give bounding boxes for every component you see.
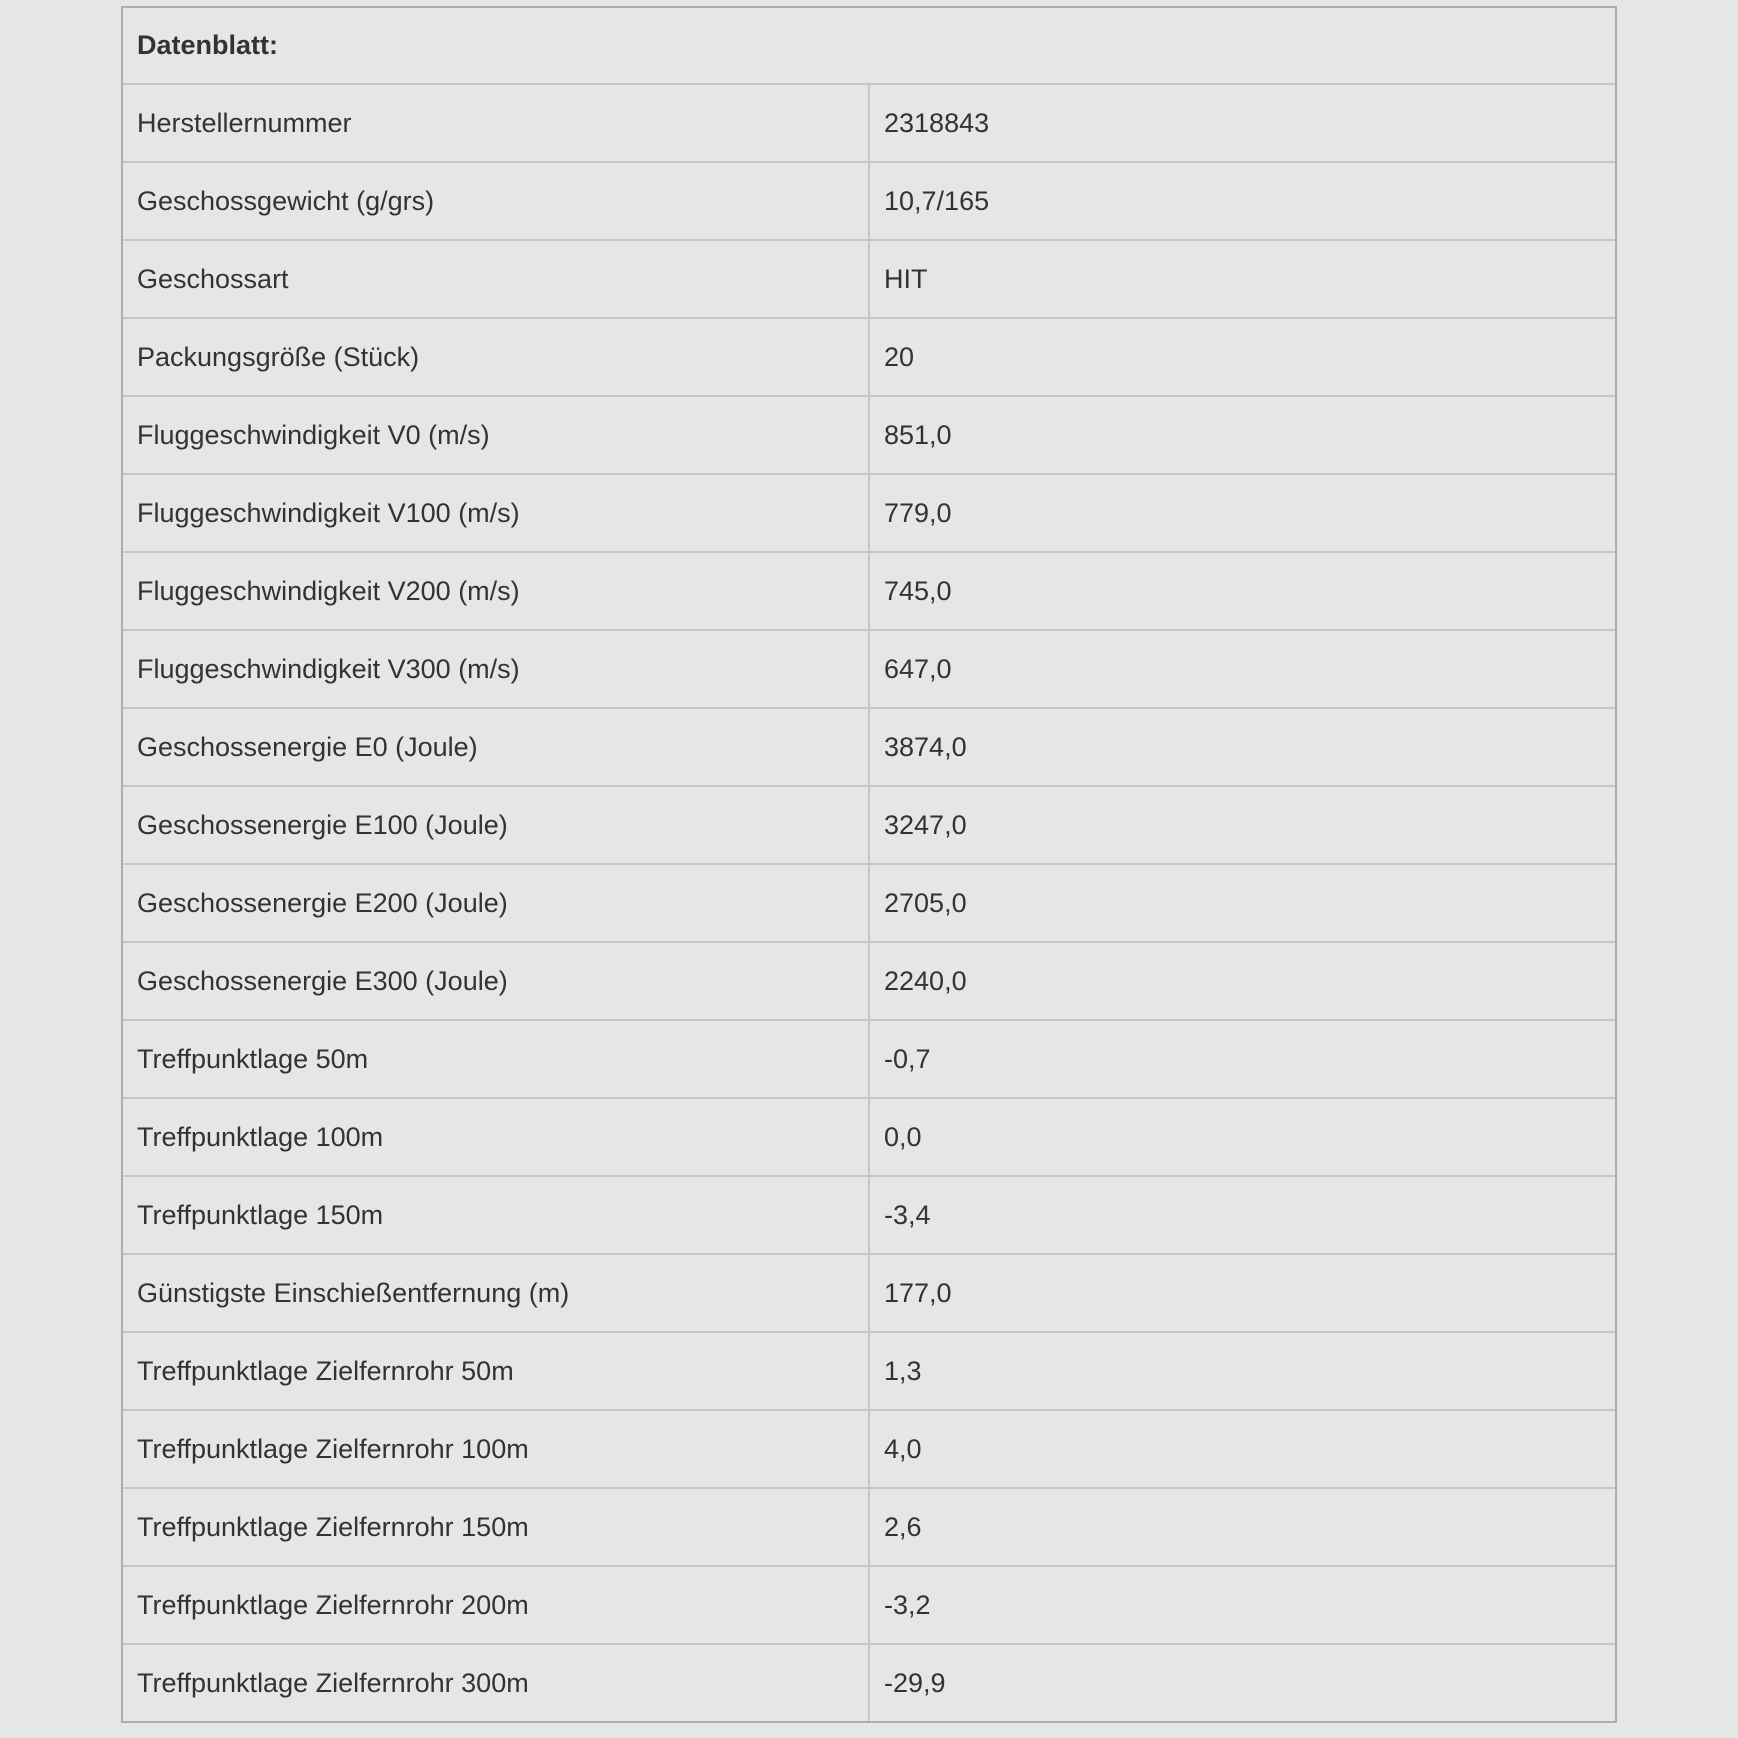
row-label: Treffpunktlage Zielfernrohr 50m	[123, 1332, 869, 1410]
row-value: 779,0	[869, 474, 1615, 552]
row-label: Treffpunktlage Zielfernrohr 150m	[123, 1488, 869, 1566]
row-value: 10,7/165	[869, 162, 1615, 240]
row-value: -3,4	[869, 1176, 1615, 1254]
row-label: Treffpunktlage Zielfernrohr 300m	[123, 1644, 869, 1721]
table-row	[123, 1176, 1615, 1254]
table-row	[123, 1410, 1615, 1488]
row-label: Geschossenergie E300 (Joule)	[123, 942, 869, 1020]
table-row	[123, 942, 1615, 1020]
table-row	[123, 84, 1615, 162]
table-row	[123, 630, 1615, 708]
datasheet-table	[123, 8, 1615, 1721]
row-label: Packungsgröße (Stück)	[123, 318, 869, 396]
table-row	[123, 1488, 1615, 1566]
datasheet-table-container	[121, 6, 1617, 1723]
table-row	[123, 786, 1615, 864]
row-value: -3,2	[869, 1566, 1615, 1644]
datasheet-body	[123, 84, 1615, 1721]
datasheet-header	[123, 8, 1615, 84]
row-label: Treffpunktlage 50m	[123, 1020, 869, 1098]
row-label: Fluggeschwindigkeit V300 (m/s)	[123, 630, 869, 708]
row-label: Treffpunktlage Zielfernrohr 200m	[123, 1566, 869, 1644]
row-label: Treffpunktlage Zielfernrohr 100m	[123, 1410, 869, 1488]
header-row	[123, 8, 1615, 84]
table-row	[123, 708, 1615, 786]
row-value: 851,0	[869, 396, 1615, 474]
row-label: Geschossenergie E200 (Joule)	[123, 864, 869, 942]
table-row	[123, 552, 1615, 630]
table-row	[123, 864, 1615, 942]
row-value: HIT	[869, 240, 1615, 318]
table-row	[123, 474, 1615, 552]
table-row	[123, 318, 1615, 396]
table-row	[123, 1332, 1615, 1410]
row-value: -29,9	[869, 1644, 1615, 1721]
row-value: 0,0	[869, 1098, 1615, 1176]
row-label: Fluggeschwindigkeit V200 (m/s)	[123, 552, 869, 630]
row-value: 1,3	[869, 1332, 1615, 1410]
row-value: 2705,0	[869, 864, 1615, 942]
row-value: 177,0	[869, 1254, 1615, 1332]
row-value: -0,7	[869, 1020, 1615, 1098]
table-row	[123, 1020, 1615, 1098]
row-value: 4,0	[869, 1410, 1615, 1488]
row-label: Geschossgewicht (g/grs)	[123, 162, 869, 240]
row-value: 3247,0	[869, 786, 1615, 864]
datasheet-title: Datenblatt:	[123, 8, 1615, 84]
row-value: 3874,0	[869, 708, 1615, 786]
table-row	[123, 1098, 1615, 1176]
row-value: 2,6	[869, 1488, 1615, 1566]
row-label: Geschossenergie E0 (Joule)	[123, 708, 869, 786]
row-label: Treffpunktlage 150m	[123, 1176, 869, 1254]
row-value: 2240,0	[869, 942, 1615, 1020]
table-row	[123, 1644, 1615, 1721]
table-row	[123, 1254, 1615, 1332]
row-value: 20	[869, 318, 1615, 396]
row-label: Geschossenergie E100 (Joule)	[123, 786, 869, 864]
row-label: Geschossart	[123, 240, 869, 318]
table-row	[123, 1566, 1615, 1644]
table-row	[123, 240, 1615, 318]
row-label: Günstigste Einschießentfernung (m)	[123, 1254, 869, 1332]
row-label: Fluggeschwindigkeit V100 (m/s)	[123, 474, 869, 552]
row-value: 2318843	[869, 84, 1615, 162]
row-value: 745,0	[869, 552, 1615, 630]
row-label: Herstellernummer	[123, 84, 869, 162]
row-label: Treffpunktlage 100m	[123, 1098, 869, 1176]
row-label: Fluggeschwindigkeit V0 (m/s)	[123, 396, 869, 474]
row-value: 647,0	[869, 630, 1615, 708]
table-row	[123, 396, 1615, 474]
table-row	[123, 162, 1615, 240]
